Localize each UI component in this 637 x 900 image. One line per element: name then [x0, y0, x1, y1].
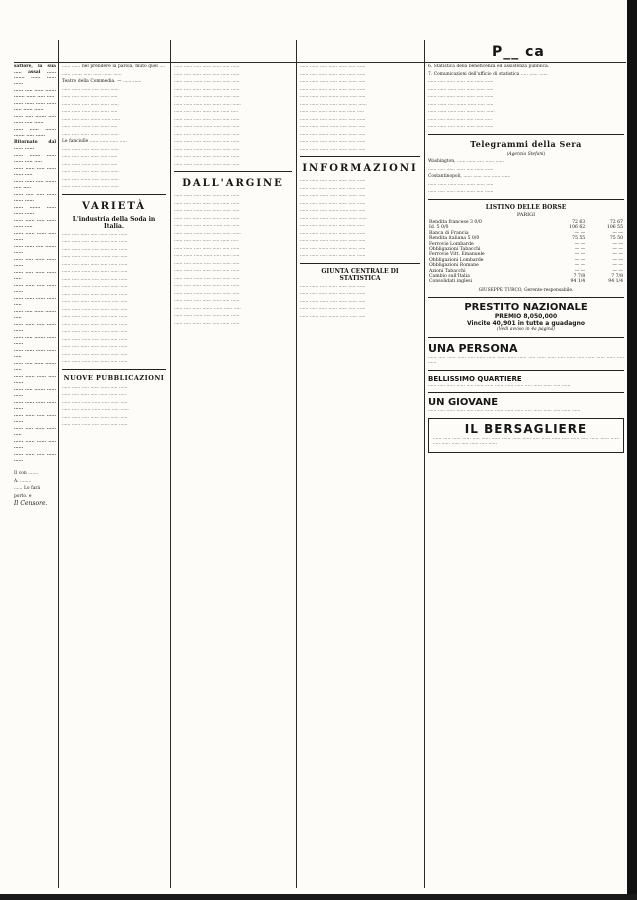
- paragraph: ...... ..... ...... ...... ..... ...... ......: [62, 261, 128, 267]
- borse-cell-a: 106 62: [569, 225, 586, 231]
- paragraph: ...... ...... ...... ..... ...... ...... .....: [62, 306, 128, 312]
- prestito-vincite: Vincite 40,901 in tutte a guadagno: [467, 320, 585, 328]
- borse-cell-a: 94 1/4: [570, 279, 586, 285]
- paragraph: ...... ...... ...... ..... ...... ...... .....: [428, 86, 494, 92]
- paragraph: ...... ...... ...... ..... ...... ...... .....: [174, 79, 240, 84]
- paragraph: ...... ...... ...... ...... ..... ...... .....: [174, 253, 240, 258]
- divider: [428, 392, 624, 393]
- paragraph: ...... ..... ...... ...... ...... ..... ......: [300, 306, 366, 311]
- paragraph: ...... ...... ...... ..... ...... ...... .....: [174, 146, 240, 152]
- paragraph: ...... ....... ...... ...... ..... .....: [14, 153, 56, 164]
- paragraph: ...... ..... ....... ..... ...... ..... ......: [62, 276, 128, 282]
- borse-cell-label: Obbligazioni Lombarde: [429, 257, 484, 263]
- column-4: [300, 64, 420, 890]
- paragraph: ...... ...... ...... ..... ...... .....: [62, 124, 118, 129]
- column-2: [62, 64, 166, 890]
- ad-bersagliere-title: IL BERSAGLIERE: [464, 421, 588, 436]
- paragraph: ...... ...... ...... ..... ...... ...... ......: [428, 109, 495, 114]
- paragraph: ...... ..... ....... ..... ...... ...... .....: [300, 131, 366, 137]
- header-rule: [14, 62, 626, 63]
- section-title-informazioni: INFORMAZIONI: [302, 163, 418, 174]
- paragraph: ...... ...... ...... ...... ......: [14, 400, 56, 411]
- paragraph: 6. Statistica della beneficenza ed assistenza pubblica.: [428, 64, 550, 69]
- paragraph: ...... ..... ...... ...... ..... ......: [62, 154, 118, 159]
- paragraph: Washington, ...... ...... ..... ...... ......: [428, 159, 504, 164]
- page-edge-bottom: [0, 894, 637, 900]
- paragraph: ...... ..... ...... ...... ..... ...... .....: [174, 238, 239, 243]
- borse-cell-b: 72 67: [609, 220, 623, 225]
- paragraph: ...... ...... ..... ....... ...... ..... .....: [174, 223, 240, 228]
- paragraph: ...... ..... ...... ...... ..... ...... ......: [300, 185, 366, 191]
- paragraph: ...... ...... ...... ..... ...... .....: [62, 109, 118, 114]
- paragraph: ...... ...... ...... ..... ...... ......: [62, 86, 119, 92]
- paragraph: ...... ...... ...... ...... ..... ...... .....: [174, 124, 240, 129]
- signoff-line: ...... Lo fará: [14, 486, 41, 491]
- publications-article: [62, 385, 166, 428]
- paragraph: ...... ...... ...... ...... ..... ...... .....: [300, 238, 366, 243]
- paragraph: ...... ...... ...... ..... ...... ..... ......: [62, 422, 128, 427]
- borse-cell-label: Rendita francese 3 0/0: [429, 220, 482, 225]
- section-subtitle: L'industria della Soda in Italia.: [72, 215, 156, 230]
- divider: [62, 194, 166, 195]
- borse-cell-b: 7 7/8: [611, 274, 623, 280]
- paragraph: ...... ...... ...... ..... ......: [14, 374, 56, 385]
- paragraph: ...... ...... ...... ..... ...... ..... ......: [174, 313, 240, 318]
- borse-cell-a: — —: [574, 257, 586, 263]
- section-title-publications: NUOVE PUBBLICAZIONI: [63, 373, 165, 382]
- column-5: [428, 64, 624, 890]
- paragraph: ...... ..... ...... ...... ...... ..... ......: [174, 215, 240, 221]
- borse-cell-label: Azioni Tabacchi: [429, 268, 466, 274]
- paragraph: ...... ...... ..... ....... ..... .....: [14, 179, 56, 190]
- paragraph: ...... ...... ....... ....... ..... ......: [14, 127, 56, 138]
- paragraph: ...... ..... ...... ...... ...... ......: [62, 131, 119, 137]
- borse-cell-label: Id. 5 0/0: [429, 225, 449, 231]
- borse-cell-b: — —: [612, 257, 623, 263]
- paragraph: ...... ...... ..... ...... ...... ...... .....: [62, 351, 128, 357]
- section-title-varieta: VARIETÀ: [81, 200, 146, 212]
- column-3: [174, 64, 292, 890]
- paragraph: sattore, la sua ..... assai ...... ....... ...... ...... ......: [14, 64, 56, 86]
- paragraph: ...... ..... ...... ....... ...... ..... .....: [62, 299, 128, 304]
- paragraph: ...... ...... ...... ..... ...... ..... ......: [62, 359, 128, 364]
- paragraph: ...... ...... ..... ...... ...... ..... ......: [174, 245, 240, 251]
- paragraph: ...... ...... ..... ...... ...... .....: [14, 218, 56, 229]
- borse-table: [428, 220, 624, 285]
- signoff-line: A. ........: [14, 478, 32, 484]
- paragraph: ...... ..... ...... ...... ..... ...... .....: [300, 223, 365, 228]
- paragraph: ...... ...... ..... ....... ...... ..... .....: [300, 94, 366, 99]
- divider: [62, 369, 166, 370]
- divider: [428, 337, 624, 338]
- borse-cell-b: — —: [612, 230, 623, 236]
- paragraph: ...... ..... ...... ...... ...... ..... ......: [62, 321, 128, 327]
- paragraph: ...... ...... ..... ...... ...... ......: [62, 169, 119, 174]
- paragraph: ...... ..... ...... ....... ...... ...... .....: [174, 305, 241, 311]
- column-5-top: [428, 64, 624, 130]
- ad-giovane-text: ...... ..... ...... ...... ..... ...... ...... ...... ...... ...... ..... ...... ...... ..... ...... ......: [428, 408, 581, 414]
- signoff-line: Il con .......: [14, 471, 39, 476]
- borse-city: PARIGI: [516, 211, 536, 218]
- ad-bersagliere-text: ...... ..... ...... ...... ..... ...... ...... ...... ...... ...... ..... ...... ...... ..... ...... ..... ...... ...... ...... ..... ...... ...... ..... ...... ..... ......: [433, 435, 619, 447]
- paragraph: ...... ..... ...... ...... ...... .....: [62, 94, 118, 99]
- paragraph: ...... ..... ...... ...... ..... ...... .....: [174, 109, 239, 114]
- borse-cell-label: Cambio sull'Italia: [429, 274, 470, 280]
- paragraph: ...... ..... ....... ..... ...... ...... .....: [300, 245, 366, 251]
- borse-cell-b: — —: [612, 263, 623, 269]
- borse-cell-a: — —: [574, 268, 586, 274]
- paragraph: ...... ..... ...... ....... ....... ...... ..... .....: [14, 88, 56, 99]
- paragraph: ...... ..... ...... ...... ...... ..... ......: [174, 283, 240, 288]
- paragraph: ...... ...... ...... ..... ...... ...... .....: [174, 290, 240, 296]
- paragraph: ...... ...... ...... ...... ..... ......: [62, 184, 119, 189]
- divider: [300, 156, 420, 157]
- paragraph: ...... ...... ...... ...... ..... ...... ......: [14, 101, 56, 112]
- borse-cell-b: — —: [612, 268, 623, 274]
- ad-quartiere-text: ...... ..... ...... ...... ..... ...... ...... ...... ...... ...... ..... ...... ...... ..... ......: [428, 382, 571, 388]
- borse-cell-label: Ferrovie Lombarde: [429, 241, 474, 247]
- paragraph: ...... ...... ..... ...... ...... ..... ......: [300, 139, 366, 144]
- column-1: [14, 64, 56, 890]
- paragraph: ...... ...... ..... ...... ...... ..... ......: [174, 298, 240, 303]
- paragraph: ...... ...... ..... ...... ...... ..... ......: [300, 253, 366, 258]
- divider: [428, 199, 624, 200]
- argine-article: [174, 193, 292, 326]
- divider: [300, 263, 420, 264]
- paragraph: ...... ...... ..... ....... ..... ...... .....: [62, 329, 128, 334]
- paragraph: ...... ..... ....... ..... ...... ...... .....: [174, 131, 240, 137]
- signoff-name: Il Censore.: [14, 500, 48, 507]
- paragraph: ...... ...... ...... ...... ..... ...... .....: [62, 284, 128, 289]
- paragraph: ...... ...... ...... ..... ...... ...... .....: [62, 269, 128, 274]
- borse-cell-a: 72 63: [572, 220, 586, 225]
- paragraph: ...... ...... ..... ....... ...... ..... .....: [300, 313, 366, 319]
- paragraph: ...... ..... ...... ...... ...... ..... ......: [174, 86, 240, 92]
- divider: [428, 370, 624, 371]
- column-3-top: [174, 64, 292, 167]
- borse-cell-a: — —: [574, 230, 586, 236]
- paragraph: ...... ...... ..... ...... ...... ..... ......: [62, 384, 128, 390]
- borse-cell-label: Rendita italiana 5 0/0: [429, 236, 480, 242]
- paragraph: ...... ..... ....... ..... ...... ...... .....: [174, 260, 240, 266]
- paragraph: ...... ...... ...... ..... ...... ...... ......: [174, 101, 241, 107]
- paragraph: ...... ...... ..... ....... ...... ..... .....: [174, 94, 240, 99]
- paragraph: ...... ....... ...... ...... ......: [14, 205, 56, 216]
- borse-cell-a: 75 55: [572, 236, 586, 242]
- paragraph: ...... ..... ...... ...... ...... ..... ......: [174, 154, 240, 159]
- paragraph: ...... ...... ...... ...... ..... ...... .....: [300, 124, 366, 129]
- paragraph: ...... ...... ..... ...... ...... ..... ......: [174, 139, 240, 144]
- paragraph: ...... ..... ....... ..... ...... ......: [62, 176, 119, 182]
- paragraph: ...... ...... ..... ...... ...... ..... ......: [174, 268, 240, 273]
- paragraph: ...... ...... ...... ..... ...... ...... .....: [300, 298, 366, 304]
- giunta-article: [300, 284, 420, 320]
- paragraph: ...... ...... ..... ...... ...... ......: [62, 146, 119, 152]
- column-2-intro: [62, 64, 166, 190]
- paragraph: ...... ...... ..... ...... ...... ..... ......: [174, 64, 240, 69]
- paragraph: ...... ..... ...... ...... ..... ...... ......: [174, 71, 240, 77]
- page-marker: P__ ca: [492, 44, 545, 60]
- borse-cell-b: — —: [612, 241, 623, 247]
- column-rule: [296, 40, 297, 888]
- section-title-giunta: GIUNTA CENTRALE DI STATISTICA: [321, 267, 399, 282]
- borse-cell-a: 7 7/8: [573, 274, 586, 280]
- paragraph: ...... ..... ....... ...... ...... ..... ......: [62, 407, 129, 412]
- paragraph: ...... ..... ...... ...... ......: [14, 257, 56, 268]
- section-title-telegrams: Telegrammi della Sera: [470, 138, 582, 149]
- paragraph: ...... ..... ...... ...... ...... ..... ......: [300, 86, 366, 92]
- borse-cell-b: — —: [612, 252, 623, 258]
- paragraph: ...... ..... ...... ...... ..... ...... ......: [428, 79, 494, 84]
- paragraph: ...... ...... ...... ...... ..... ...... .....: [62, 399, 128, 405]
- paragraph: ...... ...... ...... ..... ......: [14, 231, 56, 242]
- paragraph: ...... ..... ...... ...... ..... ...... ......: [300, 291, 366, 296]
- borse-cell-label: Obbligazioni Romane: [429, 263, 479, 269]
- paragraph: ...... ..... ...... ...... ..... ...... .....: [300, 109, 365, 114]
- telegrams-article: [428, 159, 624, 195]
- paragraph: ...... ...... ..... ....... ...... ..... .....: [428, 101, 494, 107]
- paragraph: ...... ...... ...... ...... .....: [14, 348, 56, 359]
- borse-cell-a: — —: [574, 247, 586, 253]
- paragraph: ...... ..... ..... ...... ...... ......: [14, 192, 56, 203]
- paragraph: ...... ..... ...... ...... .....: [14, 270, 56, 281]
- paragraph: ...... ...... ...... ..... ...... ...... .....: [300, 79, 366, 84]
- paragraph: ...... ..... ...... ...... ..... ...... .....: [428, 116, 493, 122]
- paragraph: ...... ...... ..... ...... ...... ..... ......: [62, 291, 128, 297]
- paragraph: ...... ...... ..... ....... ...... ..... .....: [300, 208, 366, 213]
- borse-cell-label: Obbligazioni Tabacchi: [429, 247, 481, 253]
- paragraph: ...... ...... ...... ..... ...... ...... ......: [174, 230, 241, 236]
- paragraph: ...... ...... ..... ...... ...... ..... ......: [300, 64, 366, 69]
- borse-cell-a: — —: [574, 263, 586, 269]
- paragraph: ...... ...... ..... ...... ...... ..... ......: [174, 193, 240, 198]
- paragraph: ...... ..... ....... ..... ...... ..... ......: [14, 114, 56, 125]
- paragraph: ...... ...... ..... ...... ...... ...... .....: [62, 414, 128, 420]
- paragraph: ...... ...... ..... ...... ......: [14, 452, 56, 463]
- paragraph: ...... ..... ...... ..... ...... ...... ......: [62, 231, 128, 237]
- column-1-text: [14, 64, 56, 463]
- prestito-note: (Vedi avviso in 4a pagina): [497, 327, 555, 333]
- paragraph: ...... ...... ...... ..... ...... ...... ......: [300, 101, 367, 107]
- paragraph: ...... ..... ...... ...... ..... ...... ......: [174, 320, 240, 326]
- section-title-borse: LISTINO DELLE BORSE: [485, 203, 567, 211]
- paragraph: ...... ...... ..... ...... ..... ...... ......: [62, 314, 128, 319]
- paragraph: ...... ..... ...... ...... ..... ...... ......: [174, 200, 240, 206]
- ad-una-persona-title: UNA PERSONA: [428, 341, 518, 355]
- paragraph: ...... ..... ...... ...... ..... ...... ......: [428, 166, 494, 172]
- paragraph: ...... ...... ...... ..... ...... ...... .....: [300, 193, 366, 198]
- paragraph: ...... ..... ...... ...... ..... ...... ......: [62, 344, 128, 349]
- paragraph: ...... ...... ...... ...... .....: [14, 296, 56, 307]
- paragraph: ...... ..... ...... ...... ...... ..... ......: [428, 94, 494, 99]
- paragraph: ...... ..... ....... ...... ......: [14, 335, 56, 346]
- borse-cell-a: — —: [574, 252, 586, 258]
- paragraph: ...... ...... ..... ...... ...... ......: [62, 101, 119, 107]
- paragraph: ...... ...... ...... ..... ...... ...... .....: [174, 161, 240, 167]
- paragraph: ...... ..... ...... ...... ...... ..... ......: [300, 200, 366, 206]
- borse-cell-label: Ferrovie Vitt. Emanuele: [429, 252, 485, 258]
- paragraph: Ritornato dal ...... ......: [14, 140, 56, 151]
- paragraph: ...... ...... ...... ..... ...... ..... ......: [62, 246, 128, 252]
- section-title-argine: DALL'ARGINE: [182, 178, 284, 189]
- gerente-line: GIUSEPPE TURCO, Gerente-responsabile.: [478, 287, 574, 293]
- borse-row: [428, 279, 624, 284]
- paragraph: ...... ..... ...... ..... ...... ...... .....: [62, 392, 127, 397]
- varieta-article: [62, 232, 166, 365]
- telegrams-agency: (Agenzia Stefani): [506, 151, 546, 157]
- paragraph: ...... ...... ...... ..... ...... ...... .....: [300, 146, 366, 152]
- paragraph: ...... ...... nel prendere la parola, mutò quel ....: [62, 64, 166, 69]
- paragraph: ...... ...... ..... ...... ...... ..... ......: [300, 283, 366, 289]
- paragraph: ...... ...... ..... ...... ...... ..... ......: [300, 230, 366, 236]
- borse-cell-b: 75 50: [609, 236, 623, 242]
- divider: [428, 134, 624, 135]
- borse-cell-b: 94 1/4: [608, 279, 623, 285]
- paragraph: ...... ...... ..... ...... ...... .....: [14, 166, 56, 177]
- paragraph: ...... ..... ...... ...... ..... ...... ......: [300, 71, 366, 77]
- signoff-line: porto. e: [14, 493, 32, 499]
- borse-cell-label: Banca di Francia: [429, 230, 469, 236]
- divider: [428, 297, 624, 298]
- paragraph: ...... ...... ..... ....... ...... ..... .....: [62, 254, 128, 259]
- paragraph: 7. Comunicazioni dell'ufficio di statistica ..... ...... ......: [428, 71, 548, 77]
- paragraph: ...... ...... ...... ..... ...... ..... ......: [62, 336, 128, 342]
- paragraph: ...... ...... ..... ...... ...... ..... ......: [428, 124, 494, 129]
- paragraph: ...... ..... ....... ...... ......: [14, 387, 56, 398]
- paragraph: ...... ...... ..... ...... ...... ..... ......: [62, 239, 128, 244]
- paragraph: ...... ...... ..... ...... ...... ..... ......: [300, 178, 366, 183]
- paragraph: ...... ...... ..... ...... ......: [14, 283, 56, 294]
- borse-cell-label: Consolidati inglesi: [429, 279, 473, 285]
- paragraph: ...... ...... ...... ..... ......: [14, 439, 56, 450]
- paragraph: ...... ...... ..... ....... ......: [14, 244, 56, 255]
- paragraph: ...... ..... ...... ....... .....: [14, 361, 56, 372]
- paragraph: ...... ..... ...... ....... .....: [14, 309, 56, 320]
- paragraph: ...... ...... ...... ..... ...... ...... .....: [174, 275, 240, 281]
- paragraph: ...... ..... ...... ....... ...... ......: [62, 116, 121, 122]
- column-rule: [424, 40, 425, 888]
- paragraph: Teatro della Commedia. — ...... ......: [62, 79, 142, 84]
- ad-una-persona-text: ...... ..... ...... ...... ..... ...... ...... ...... ...... ...... ..... ...... ...... ..... ...... ..... ...... ...... ...... ..... ......: [428, 354, 624, 366]
- paragraph: ...... ...... ...... ..... ...... ...... .....: [174, 208, 240, 213]
- prestito-title: PRESTITO NAZIONALE: [464, 302, 588, 314]
- borse-cell-b: 106 55: [606, 225, 623, 231]
- prestito-premio: PREMIO 8,050,000: [494, 313, 558, 321]
- paragraph: ...... ..... ...... ...... ...... ..... ......: [428, 189, 494, 194]
- paragraph: ...... ...... ..... ...... ...... ..... ......: [300, 116, 366, 122]
- column-rule: [58, 40, 59, 888]
- column-rule: [170, 40, 171, 888]
- ad-quartiere-title: BELLISSIMO QUARTIERE: [428, 374, 522, 383]
- borse-cell-b: — —: [612, 247, 623, 253]
- ad-bersagliere-box: [428, 418, 624, 453]
- column-4-top: [300, 64, 420, 152]
- paragraph: ...... ...... ..... ...... ......: [14, 322, 56, 333]
- paragraph: ...... ...... ...... ..... ...... ...... .....: [428, 181, 494, 187]
- paragraph: ...... ...... ...... ..... ...... .....: [62, 161, 118, 167]
- page-edge-right: [627, 0, 637, 900]
- paragraph: ...... ..... ...... ...... .....: [14, 426, 56, 437]
- paragraph: Le fanciulle ...... ...... ...... .....: [62, 139, 127, 144]
- paragraph: ...... ...... ..... ...... ...... ..... ......: [174, 116, 240, 122]
- informazioni-article: [300, 178, 420, 259]
- paragraph: Costantinopoli, ...... ...... ..... ...... ......: [428, 174, 511, 179]
- borse-cell-a: — —: [574, 241, 586, 247]
- paragraph: ...... ....... ...... ...... ...... ......: [62, 71, 122, 77]
- ad-giovane-title: UN GIOVANE: [428, 397, 499, 409]
- paragraph: ...... ...... ...... ..... ...... ...... ......: [300, 215, 367, 221]
- divider: [174, 171, 292, 172]
- paragraph: ...... ...... ..... ...... ......: [14, 413, 56, 424]
